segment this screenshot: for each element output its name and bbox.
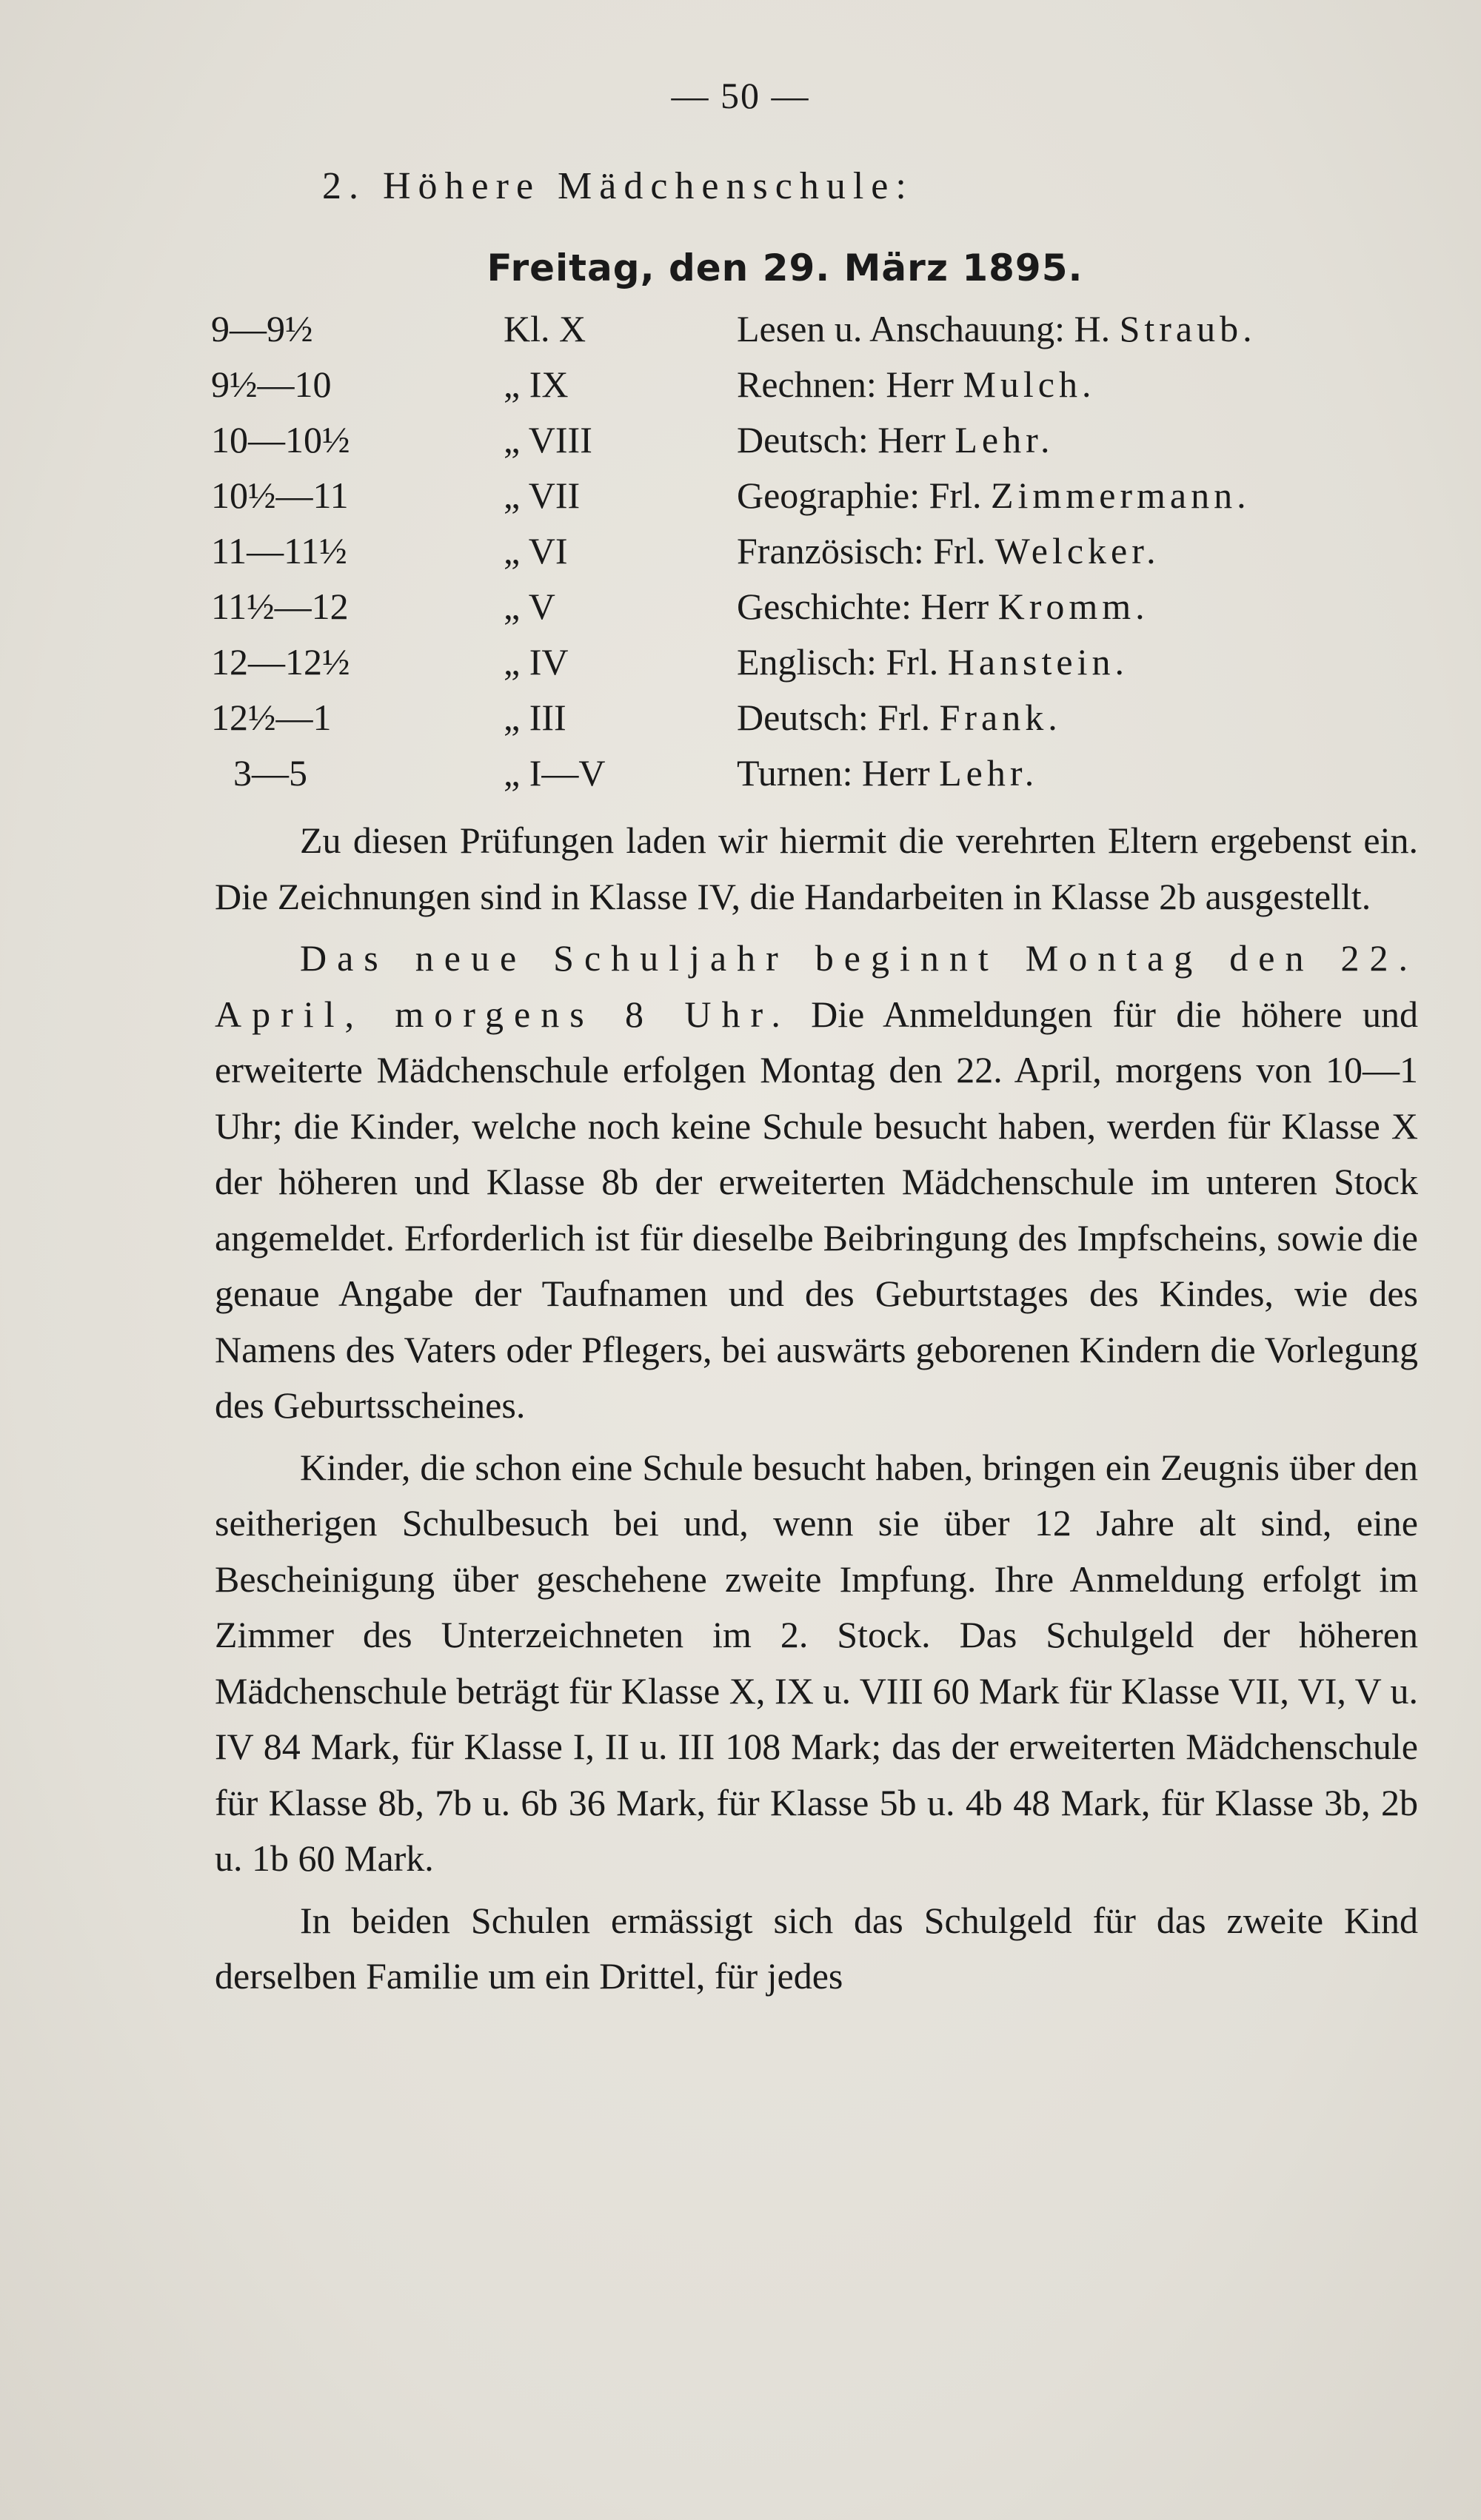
school-year-announcement: Das neue Schuljahr beginnt Montag den 22. April, morgens 8 Uhr. [215, 937, 1418, 1035]
schedule-class: „ VIII [504, 419, 592, 460]
schedule-time: 11½—12 [211, 586, 349, 627]
schedule-subject: Deutsch: Herr Lehr. [737, 419, 1054, 460]
schedule-row [211, 751, 1440, 807]
schedule-time: 3—5 [233, 752, 307, 794]
schedule-subject: Geographie: Frl. Zimmermann. [737, 475, 1251, 516]
schedule-class: „ IX [504, 363, 569, 405]
schedule-class: „ VII [504, 475, 581, 516]
schedule-class: „ IV [504, 641, 569, 683]
schedule-subject: Rechnen: Herr Mulch. [737, 363, 1096, 405]
schedule-class: „ V [504, 586, 555, 627]
schedule-class: „ III [504, 697, 566, 738]
schedule-row [211, 529, 1440, 585]
exam-schedule [211, 307, 1440, 807]
paragraph-discount: In beiden Schulen ermässigt sich das Schulgeld für das zweite Kind derselben Familie um ein Drittel, für jedes [215, 1899, 1418, 1997]
paragraph-registration [215, 931, 1418, 1434]
schedule-time: 10—10½ [211, 419, 350, 460]
schedule-row [211, 418, 1440, 474]
schedule-row [211, 585, 1440, 640]
schedule-class: „ I—V [504, 752, 606, 794]
registration-details: Die Anmeldungen für die höhere und erweiterte Mädchenschule erfolgen Montag den 22. April, morgens von 10—1 Uhr; die Kinder, welche noch keine Schule besucht haben, werden für Klasse X der höheren und Klasse 8b der erweiterten Mädchenschule im unteren Stock angemeldet. Erforderlich ist für dieselbe Beibringung des Impfscheins, sowie die genaue Angabe der Taufnamen und des Geburtstages des Kindes, wie des Namens des Vaters oder Pflegers, bei auswärts geborenen Kindern die Vorlegung des Geburtsscheines. [215, 993, 1418, 1426]
schedule-subject: Geschichte: Herr Kromm. [737, 586, 1149, 627]
body-text [215, 813, 1418, 2005]
schedule-class: „ VI [504, 530, 568, 572]
schedule-row [211, 474, 1440, 529]
schedule-row [211, 307, 1440, 363]
schedule-subject: Turnen: Herr Lehr. [737, 752, 1039, 794]
schedule-time: 11—11½ [211, 530, 347, 572]
paragraph-invitation: Zu diesen Prüfungen laden wir hiermit die verehrten Eltern ergebenst ein. Die Zeichnungen sind in Klasse IV, die Handarbeiten in Klasse 2b ausgestellt. [215, 820, 1418, 917]
schedule-subject: Englisch: Frl. Hanstein. [737, 641, 1129, 683]
date-heading: Freitag, den 29. März 1895. [487, 247, 1083, 289]
schedule-subject: Lesen u. Anschauung: H. Straub. [737, 308, 1257, 349]
schedule-time: 12—12½ [211, 641, 350, 683]
schedule-time: 10½—11 [211, 475, 349, 516]
schedule-subject: Deutsch: Frl. Frank. [737, 697, 1062, 738]
schedule-row [211, 640, 1440, 696]
schedule-row [211, 363, 1440, 418]
schedule-class: Kl. X [504, 308, 586, 349]
page-number: — 50 — [671, 75, 810, 116]
schedule-time: 9—9½ [211, 308, 313, 349]
paragraph-fees: Kinder, die schon eine Schule besucht haben, bringen ein Zeugnis über den seitherigen Schulbesuch bei und, wenn sie über 12 Jahre alt sind, eine Bescheinigung über geschehene zweite Impfung. Ihre Anmeldung erfolgt im Zimmer des Unterzeichneten im 2. Stock. Das Schulgeld der höheren Mädchenschule beträgt für Klasse X, IX u. VIII 60 Mark für Klasse VII, VI, V u. IV 84 Mark, für Klasse I, II u. III 108 Mark; das der erweiterten Mädchenschule für Klasse 8b, 7b u. 6b 36 Mark, für Klasse 5b u. 4b 48 Mark, für Klasse 3b, 2b u. 1b 60 Mark. [215, 1446, 1418, 1879]
schedule-subject: Französisch: Frl. Welcker. [737, 530, 1160, 572]
section-title: 2. Höhere Mädchenschule: [322, 165, 914, 207]
schedule-time: 12½—1 [211, 697, 332, 738]
schedule-time: 9½—10 [211, 363, 332, 405]
schedule-row [211, 696, 1440, 751]
